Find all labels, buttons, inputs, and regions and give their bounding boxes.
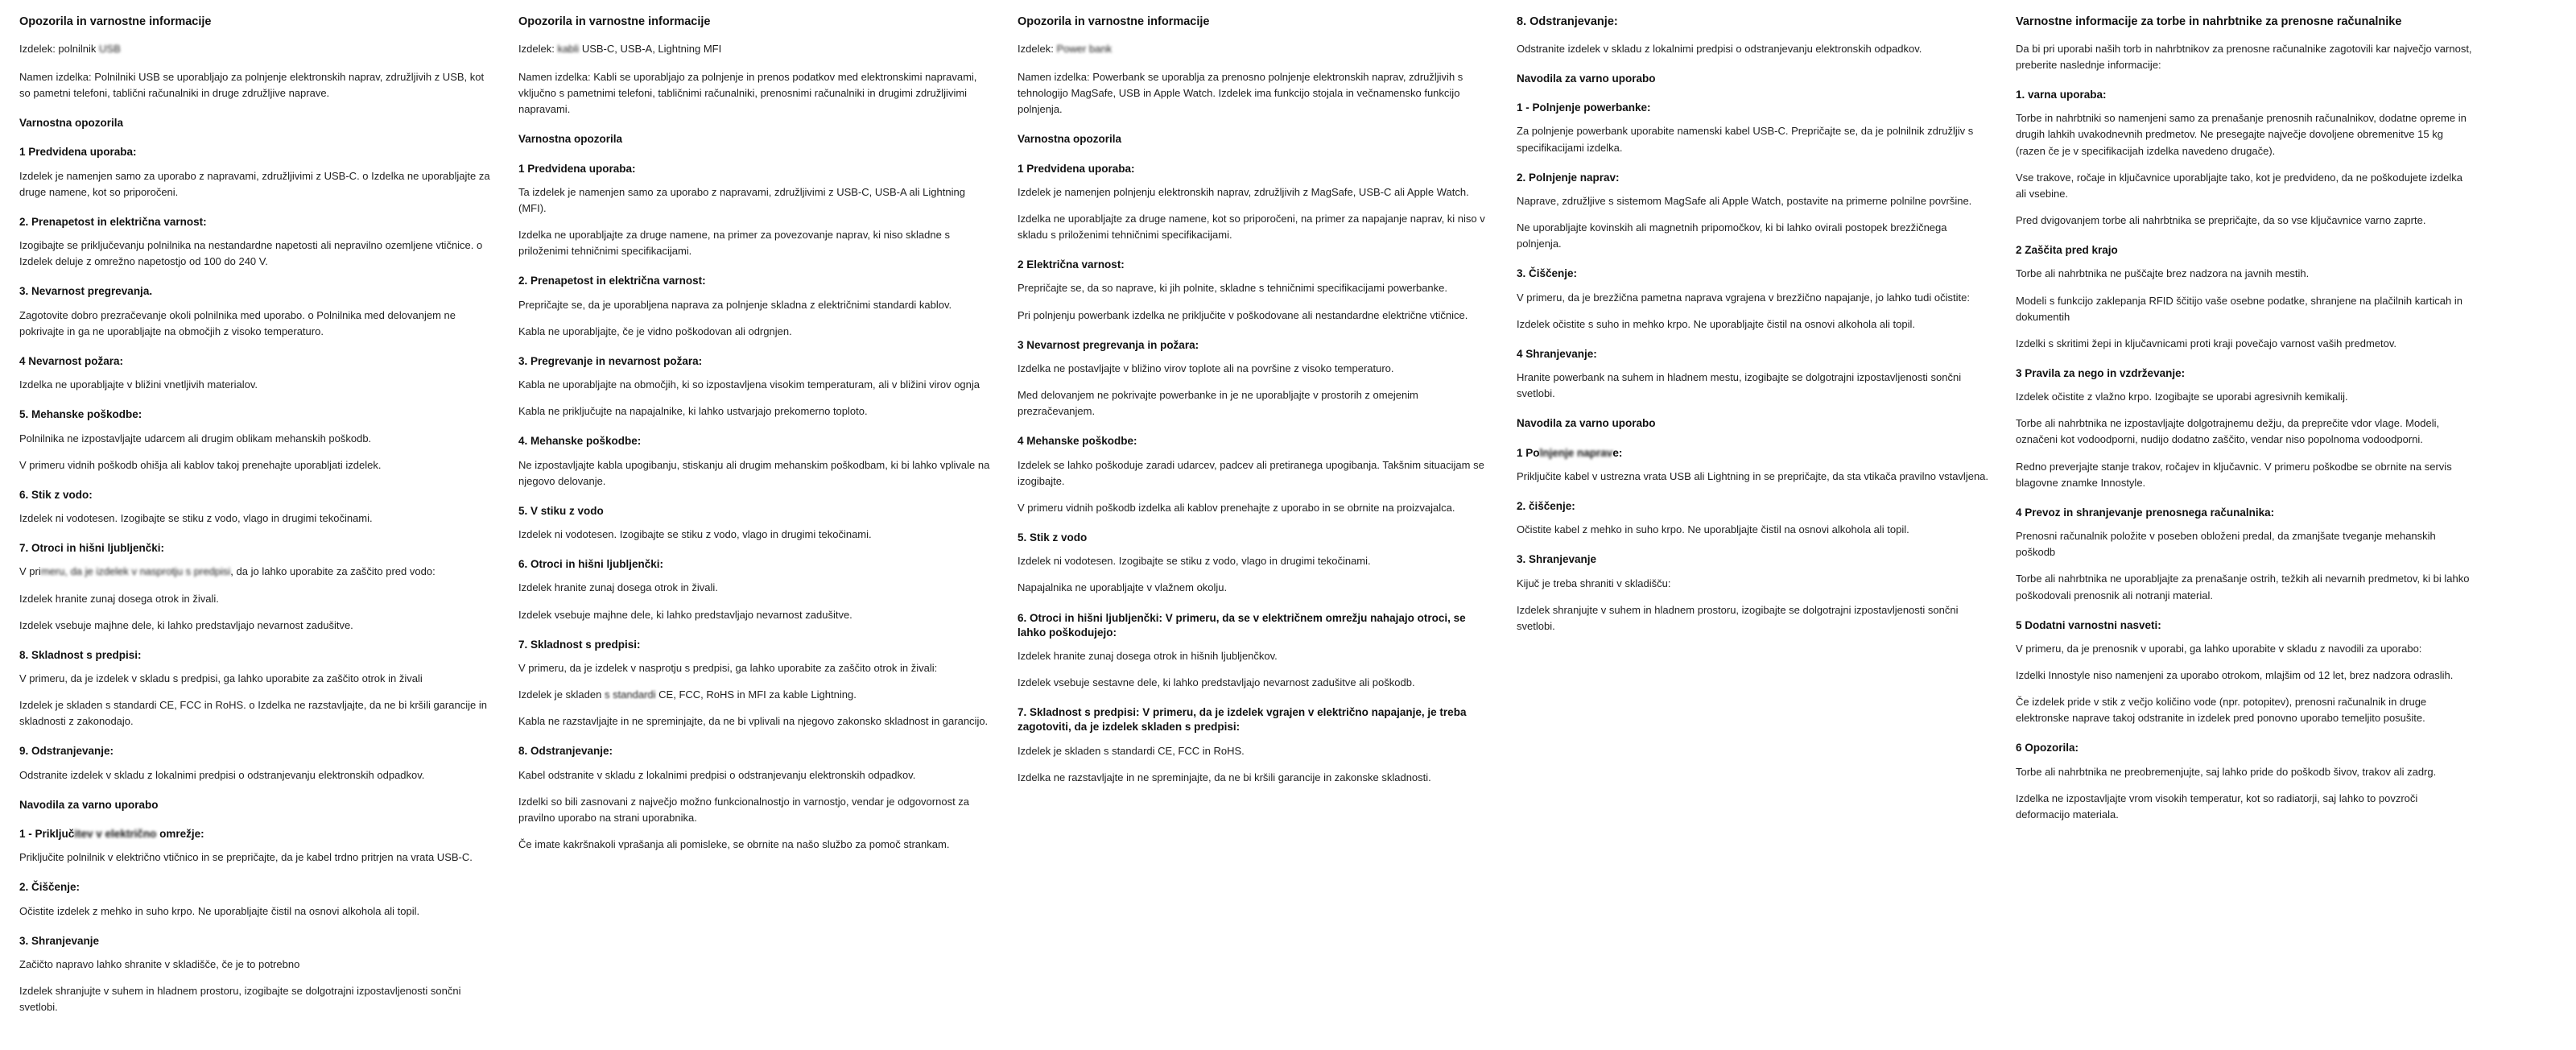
subheading: 2. čiščenje:: [1517, 499, 1575, 512]
subheading: 5. V stiku z vodo: [518, 504, 604, 517]
column-body: [518, 69, 992, 853]
section-heading: Opozorila in varnostne informacije: [19, 15, 212, 28]
subheading: 3. Pregrevanje in nevarnost požara:: [518, 354, 703, 367]
paragraph: V primeru vidnih poškodb ohišja ali kablov takoj prenehajte uporabljati izdelek.: [19, 458, 382, 471]
text-blurred: itev v električno: [74, 828, 157, 841]
subheading: Navodila za varno uporabo: [1517, 72, 1656, 85]
paragraph: Izdelek shranjujte v suhem in hladnem prostoru, izogibajte se dolgotrajni izpostavljenosti sončni svetlobi.: [1517, 603, 1959, 632]
paragraph: Izdelka ne uporabljajte za druge namene, kot so priporočeni, na primer za napajanje naprav, ki niso v skladu s priloženimi tehničnimi specifikacijami.: [1018, 212, 1485, 242]
subheading: 5. Mehanske poškodbe:: [19, 408, 142, 421]
paragraph: Ta izdelek je namenjen samo za uporabo z napravami, združljivimi z USB-C, USB-A ali Lightning (MFI).: [518, 185, 965, 214]
column-body: [1517, 41, 1990, 635]
text-pre: V pri: [19, 565, 41, 578]
paragraph: Izdelka ne izpostavljajte vrom visokih temperatur, kot so radiatorji, saj lahko to povzroči deformacijo materiala.: [2016, 792, 2418, 821]
subheading: 4. Mehanske poškodbe:: [518, 435, 642, 448]
subheading-partially-blurred: [1517, 446, 1990, 461]
subheading: 4 Mehanske poškodbe:: [1018, 435, 1137, 448]
paragraph: Izdelek očistite z vlažno krpo. Izogibajte se uporabi agresivnih kemikalij.: [2016, 391, 2348, 403]
paragraph: Izdelek vsebuje majhne dele, ki lahko predstavljajo nevarnost zadušitve.: [19, 618, 353, 631]
subheading: 2. Polnjenje naprav:: [1517, 171, 1620, 184]
subheading: 2. Čiščenje:: [19, 881, 80, 894]
paragraph: Kijuč je treba shraniti v skladišču:: [1517, 577, 1671, 589]
subheading: Navodila za varno uporabo: [19, 798, 159, 811]
column-charger: [19, 14, 518, 1026]
subheading: 9. Odstranjevanje:: [19, 745, 114, 758]
paragraph: Priključite kabel v ustrezna vrata USB ali Lightning in se prepričajte, da sta vtikača pravilno vstavljena.: [1517, 469, 1989, 482]
paragraph: Izdelek shranjujte v suhem in hladnem prostoru, izogibajte se dolgotrajni izpostavljenosti sončni svetlobi.: [19, 985, 461, 1014]
paragraph: Torbe ali nahrbtnika ne izpostavljajte dolgotrajnemu dežju, da preprečite vdor vlage. Modeli, označeni kot vodoodporni, nudijo dodatno zaščito, vendar niso popolnoma vodoodporni.: [2016, 417, 2440, 446]
paragraph: Izdelka ne razstavljajte in ne spreminjajte, da ne bi kršili garancije in zakonske skladnosti.: [1018, 771, 1431, 783]
text-post: omrežje:: [156, 828, 204, 841]
paragraph: Torbe ali nahrbtnika ne puščajte brez nadzora na javnih mestih.: [2016, 267, 2310, 280]
subheading: 3 Pravila za nego in vzdrževanje:: [2016, 366, 2186, 379]
product-lead: [518, 41, 992, 57]
paragraph: V primeru, da je izdelek v nasprotju s predpisi, ga lahko uporabite za zaščito otrok in živali:: [518, 661, 938, 674]
paragraph: Zagotovite dobro prezračevanje okoli polnilnika med uporabo. o Polnilnika med delovanjem ne pokrivajte in ga ne uporabljajte na območjih z visoko temperaturo.: [19, 308, 456, 337]
paragraph: Za polnjenje powerbank uporabite namenski kabel USB-C. Prepričajte se, da je polnilnik združljiv s specifikacijami izdelka.: [1517, 125, 1974, 154]
paragraph: Polnilnika ne izpostavljajte udarcem ali drugim oblikam mehanskih poškodb.: [19, 432, 372, 444]
paragraph: Izdelek vsebuje majhne dele, ki lahko predstavljajo nevarnost zadušitve.: [518, 608, 852, 621]
paragraph: Izdelek je namenjen polnjenju elektronskih naprav, združljivih z MagSafe, USB-C ali Apple Watch.: [1018, 185, 1469, 198]
section-heading: 8. Odstranjevanje:: [1517, 15, 1618, 28]
column-cables: [518, 14, 1018, 863]
column-powerbank-continued: [1517, 14, 2016, 645]
paragraph: Izogibajte se priključevanju polnilnika na nestandardne napetosti ali nepravilno ozemljene vtičnice. o Izdelek deluje z omrežno napetostjo od 100 do 240 V.: [19, 239, 483, 268]
subheading: 1 - Polnjenje powerbanke:: [1517, 101, 1651, 114]
product-name-blurred: Power bank: [1056, 42, 1113, 55]
paragraph: Izdelki so bili zasnovani z največjo možno funkcionalnostjo in varnostjo, vendar je odgovornost za pravilno uporabo na strani uporabnika.: [518, 795, 970, 824]
subheading: 7. Skladnost s predpisi: V primeru, da je izdelek vgrajen v električno napajanje, je treba zagotoviti, da je izdelek skladen s predpisi:: [1018, 706, 1467, 734]
column-body: [2016, 41, 2473, 823]
text-pre: 1 - Priključ: [19, 828, 75, 841]
product-name-suffix: USB-C, USB-A, Lightning MFI: [581, 42, 722, 55]
product-name-blurred: kabli: [557, 42, 580, 55]
paragraph: Odstranite izdelek v skladu z lokalnimi predpisi o odstranjevanju elektronskih odpadkov.: [1517, 42, 1922, 55]
paragraph: Izdelki s skritimi žepi in ključavnicami proti kraji povečajo varnost vaših predmetov.: [2016, 337, 2396, 349]
subheading: 5. Stik z vodo: [1018, 531, 1088, 544]
paragraph: Začičto napravo lahko shranite v skladišče, če je to potrebno: [19, 958, 300, 970]
paragraph: Če imate kakršnakoli vprašanja ali pomisleke, se obrnite na našo službo za pomoč strankam.: [518, 838, 950, 851]
paragraph: Kabla ne priključujte na napajalnike, ki lahko ustvarjajo prekomerno toploto.: [518, 405, 868, 418]
subheading: 1 Predvidena uporaba:: [19, 146, 137, 159]
paragraph: Prenosni računalnik položite v poseben obloženi predal, da zmanjšate tveganje mehanskih poškodb: [2016, 530, 2436, 559]
subheading: 6. Otroci in hišni ljubljenčki:: [518, 558, 664, 571]
paragraph: Pred dvigovanjem torbe ali nahrbtnika se prepričajte, da so vse ključavnice varno zaprte.: [2016, 214, 2426, 227]
paragraph: Odstranite izdelek v skladu z lokalnimi predpisi o odstranjevanju elektronskih odpadkov.: [19, 768, 425, 781]
paragraph: Izdelek ni vodotesen. Izogibajte se stiku z vodo, vlago in drugimi tekočinami.: [518, 528, 872, 541]
paragraph: Izdelek je skladen s standardi CE, FCC in RoHS. o Izdelka ne razstavljajte, da ne bi kršili garancije in skladnosti z zakonodajo.: [19, 699, 487, 728]
paragraph: Napajalnika ne uporabljajte v vlažnem okolju.: [1018, 581, 1228, 594]
paragraph-partially-blurred: [518, 687, 992, 703]
paragraph: V primeru, da je brezžična pametna naprava vgrajena v brezžično napajanje, jo lahko tudi očistite:: [1517, 291, 1970, 304]
subheading-partially-blurred: [19, 827, 493, 841]
subheading: 2. Prenapetost in električna varnost:: [19, 215, 207, 228]
paragraph: Prepričajte se, da so naprave, ki jih polnite, skladne s tehničnimi specifikacijami powerbanke.: [1018, 282, 1447, 295]
subheading: 4 Nevarnost požara:: [19, 354, 124, 367]
paragraph: Naprave, združljive s sistemom MagSafe ali Apple Watch, postavite na primerne polnilne površine.: [1517, 194, 1972, 207]
text-post: , da jo lahko uporabite za zaščito pred vodo:: [230, 565, 436, 578]
paragraph: Modeli s funkcijo zaklepanja RFID ščitijo vaše osebne podatke, shranjene na plačilnih karticah in dokumentih: [2016, 294, 2462, 323]
paragraph: Izdelek hranite zunaj dosega otrok in živali.: [19, 592, 219, 605]
subheading: 6. Stik z vodo:: [19, 488, 93, 501]
paragraph: Namen izdelka: Powerbank se uporablja za prenosno polnjenje elektronskih naprav, združljivih s tehnologijo MagSafe, USB in Apple Watch. Izdelek ima funkcijo stojala in večnamensko funkcijo polnjenja.: [1018, 70, 1463, 116]
subheading: 8. Skladnost s predpisi:: [19, 648, 142, 661]
paragraph: Izdelek hranite zunaj dosega otrok in hišnih ljubljenčkov.: [1018, 649, 1278, 662]
text-blurred: s standardi: [601, 688, 656, 701]
text-pre: 1 Po: [1517, 446, 1540, 459]
paragraph: Ne uporabljajte kovinskih ali magnetnih pripomočkov, ki bi lahko ovirali postopek brezžičnega polnjenja.: [1517, 221, 1947, 250]
paragraph: Izdelki Innostyle niso namenjeni za uporabo otrokom, mlajšim od 12 let, brez nadzora odraslih.: [2016, 669, 2454, 682]
paragraph: Namen izdelka: Polnilniki USB se uporabljajo za polnjenje elektronskih naprav, združljivih z USB, kot so pametni telefoni, tablični računalniki in druge združljive naprave.: [19, 70, 485, 100]
paragraph: Izdelka ne uporabljajte za druge namene, na primer za povezovanje naprav, ki niso skladne s priloženimi tehničnimi specifikacijami.: [518, 229, 950, 258]
section-heading: Opozorila in varnostne informacije: [518, 15, 711, 28]
column-body: [1018, 69, 1491, 786]
subheading: 2 Zaščita pred krajo: [2016, 244, 2118, 257]
text-pre: Izdelek je skladen: [518, 688, 602, 701]
paragraph: V primeru, da je izdelek v skladu s predpisi, ga lahko uporabite za zaščito otrok in živali: [19, 672, 423, 685]
product-label: Izdelek:: [1018, 42, 1054, 55]
paragraph: Izdelek ni vodotesen. Izogibajte se stiku z vodo, vlago in drugimi tekočinami.: [1018, 555, 1371, 568]
paragraph: Ne izpostavljajte kabla upogibanju, stiskanju ali drugim mehanskim poškodbam, ki bi lahko vplivale na njegovo delovanje.: [518, 458, 990, 487]
subheading: 1. varna uporaba:: [2016, 89, 2107, 101]
product-label: Izdelek: polnilnik: [19, 42, 97, 55]
subheading: Varnostna opozorila: [518, 133, 623, 146]
subheading: 4 Shranjevanje:: [1517, 347, 1597, 360]
paragraph: Če izdelek pride v stik z večjo količino vode (npr. potopitev), prenosni računalnik in druge elektronske naprave takoj odstranite in izdelek pred ponovno uporabo temeljito posušite.: [2016, 696, 2427, 725]
product-lead: [19, 41, 493, 57]
paragraph: Izdelek se lahko poškoduje zaradi udarcev, padcev ali pretiranega upogibanja. Takšnim situacijam se izogibajte.: [1018, 458, 1484, 487]
paragraph: Izdelek je namenjen samo za uporabo z napravami, združljivimi z USB-C. o Izdelka ne uporabljajte za druge namene, kot so priporočeni.: [19, 169, 490, 198]
paragraph: Redno preverjajte stanje trakov, ročajev in ključavnic. V primeru poškodbe se obrnite na servis blagovne znamke Innostyle.: [2016, 460, 2452, 489]
text-post: e:: [1612, 446, 1623, 459]
product-name-blurred: USB: [99, 42, 121, 55]
subheading: 7. Skladnost s predpisi:: [518, 638, 641, 651]
subheading: 8. Odstranjevanje:: [518, 745, 613, 758]
paragraph: Izdelek je skladen s standardi CE, FCC in RoHS.: [1018, 744, 1245, 757]
subheading: 3 Nevarnost pregrevanja in požara:: [1018, 338, 1199, 351]
paragraph: V primeru vidnih poškodb izdelka ali kablov prenehajte z uporabo in se obrnite na proizvajalca.: [1018, 501, 1455, 514]
subheading: 5 Dodatni varnostni nasveti:: [2016, 618, 2161, 631]
paragraph: Kabla ne uporabljajte, če je vidno poškodovan ali odrgnjen.: [518, 325, 792, 337]
paragraph: Priključite polnilnik v električno vtičnico in se prepričajte, da je kabel trdno pritrjen na vrata USB-C.: [19, 851, 473, 864]
paragraph-partially-blurred: [19, 564, 493, 580]
product-label: Izdelek:: [518, 42, 555, 55]
paragraph: Očistite izdelek z mehko in suho krpo. Ne uporabljajte čistil na osnovi alkohola ali topil.: [19, 904, 420, 917]
section-heading: Opozorila in varnostne informacije: [1018, 15, 1210, 28]
subheading: 6 Opozorila:: [2016, 742, 2079, 754]
paragraph: Torbe ali nahrbtnika ne uporabljajte za prenašanje ostrih, težkih ali nevarnih predmetov, ki bi lahko poškodovali prenosnik ali notranji material.: [2016, 573, 2470, 601]
paragraph: Torbe in nahrbtniki so namenjeni samo za prenašanje prenosnih računalnikov, dodatne opreme in drugih lahkih uvakodnevnih predmetov. Ne presegajte največje dovoljene obremenitve 15 kg (razen če je v specifikacijah izdelka navedeno drugače).: [2016, 112, 2467, 157]
paragraph: Namen izdelka: Kabli se uporabljajo za polnjenje in prenos podatkov med elektronskimi napravami, vključno s pametnimi telefoni, tabličnimi računalniki, prenosnimi računalniki in drugimi združljivimi napravami.: [518, 70, 977, 116]
paragraph: Kabel odstranite v skladu z lokalnimi predpisi o odstranjevanju elektronskih odpadkov.: [518, 768, 916, 781]
column-powerbank: [1018, 14, 1517, 796]
subheading: 2. Prenapetost in električna varnost:: [518, 275, 706, 287]
text-blurred: meru, da je izdelek v nasprotju s predpisi: [40, 565, 231, 578]
column-bags: [2016, 14, 2499, 833]
subheading: 2 Električna varnost:: [1018, 258, 1125, 271]
paragraph: Prepričajte se, da je uporabljena naprava za polnjenje skladna z električnimi standardi kablov.: [518, 298, 952, 311]
paragraph: Kabla ne uporabljajte na območjih, ki so izpostavljena visokim temperaturam, ali v bližini virov ognja: [518, 378, 980, 391]
product-lead: [1018, 41, 1491, 57]
paragraph: Torbe ali nahrbtnika ne preobremenjujte, saj lahko pride do poškodb šivov, trakov ali zadrg.: [2016, 765, 2437, 778]
paragraph: Pri polnjenju powerbank izdelka ne priključite v poškodovane ali nestandardne električne vtičnice.: [1018, 308, 1468, 321]
paragraph: Hranite powerbank na suhem in hladnem mestu, izogibajte se dolgotrajni izpostavljenosti sončni svetlobi.: [1517, 371, 1962, 400]
paragraph: Izdelka ne uporabljajte v bližini vnetljivih materialov.: [19, 378, 258, 391]
subheading: 3. Čiščenje:: [1517, 267, 1578, 280]
subheading: Navodila za varno uporabo: [1517, 417, 1656, 430]
column-body: [19, 69, 493, 1015]
subheading: Varnostna opozorila: [19, 117, 124, 130]
paragraph: Vse trakove, ročaje in ključavnice uporabljajte tako, kot je predvideno, da ne poškodujete izdelka ali vsebine.: [2016, 171, 2463, 200]
text-blurred: lnjenje naprav: [1539, 446, 1613, 459]
paragraph: Očistite kabel z mehko in suho krpo. Ne uporabljajte čistil na osnovi alkohola ali topil.: [1517, 523, 1909, 536]
subheading: 1 Predvidena uporaba:: [1018, 162, 1135, 175]
paragraph: V primeru, da je prenosnik v uporabi, ga lahko uporabite v skladu z navodili za uporabo:: [2016, 642, 2422, 655]
subheading: 3. Shranjevanje: [1517, 553, 1597, 566]
subheading: 4 Prevoz in shranjevanje prenosnega računalnika:: [2016, 506, 2275, 519]
subheading: 3. Nevarnost pregrevanja.: [19, 285, 153, 298]
subheading: 3. Shranjevanje: [19, 934, 100, 947]
subheading: Varnostna opozorila: [1018, 133, 1122, 146]
paragraph: Izdelka ne postavljajte v bližino virov toplote ali na površine z visoko temperaturo.: [1018, 362, 1394, 374]
paragraph: Da bi pri uporabi naših torb in nahrbtnikov za prenosne računalnike zagotovili kar največjo varnost, preberite naslednje informacije:: [2016, 42, 2472, 71]
paragraph: Izdelek očistite s suho in mehko krpo. Ne uporabljajte čistil na osnovi alkohola ali topil.: [1517, 317, 1915, 330]
paragraph: Izdelek hranite zunaj dosega otrok in živali.: [518, 581, 718, 594]
paragraph: Med delovanjem ne pokrivajte powerbanke in je ne uporabljajte v prostorih z omejenim prezračevanjem.: [1018, 389, 1418, 418]
subheading: 6. Otroci in hišni ljubljenčki: V primeru, da se v električnem omrežju nahajajo otroci, se lahko poškodujejo:: [1018, 611, 1466, 639]
subheading: 7. Otroci in hišni ljubljenčki:: [19, 542, 165, 555]
paragraph: Kabla ne razstavljajte in ne spreminjajte, da ne bi vplivali na njegovo zakonsko skladnost in garancijo.: [518, 715, 989, 728]
section-heading: Varnostne informacije za torbe in nahrbtnike za prenosne računalnike: [2016, 15, 2402, 28]
text-post: CE, FCC, RoHS in MFI za kable Lightning.: [655, 688, 857, 701]
subheading: 1 Predvidena uporaba:: [518, 162, 636, 175]
paragraph: Izdelek vsebuje sestavne dele, ki lahko predstavljajo nevarnost zadušitve ali poškodb.: [1018, 676, 1415, 689]
paragraph: Izdelek ni vodotesen. Izogibajte se stiku z vodo, vlago in drugimi tekočinami.: [19, 512, 373, 525]
